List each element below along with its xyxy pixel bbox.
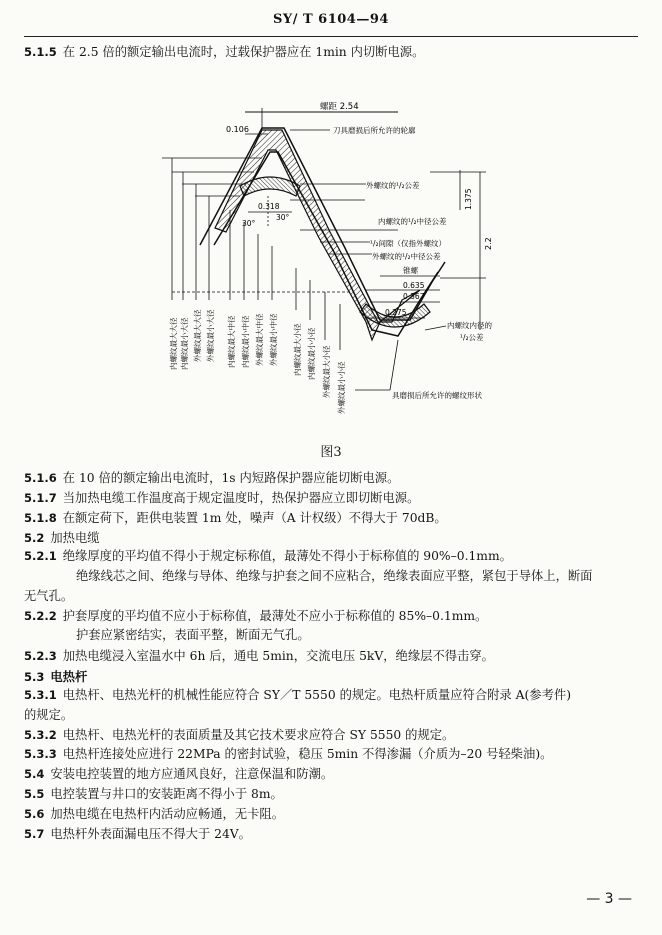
label-ext-half-tol: 外螺纹的¹/₂公差 xyxy=(366,181,420,190)
clause-5-5 xyxy=(24,786,639,803)
label-0318: 0.318 xyxy=(258,202,280,211)
vlabel-6: 外螺纹最大中径 xyxy=(255,313,264,366)
clause-5-1-7 xyxy=(24,490,639,507)
clause-number: 5.7 xyxy=(24,827,45,841)
vlabel-3: 外螺纹最小大径 xyxy=(206,309,215,362)
clause-5-1-8 xyxy=(24,510,639,527)
vlabel-1: 内螺纹最小大径 xyxy=(180,317,189,370)
label-0275: 0.275 xyxy=(385,308,407,317)
clause-5-4 xyxy=(24,766,639,783)
clause-5-3-1 xyxy=(24,687,639,704)
label-ext-pitch-half: 外螺纹的¹/₂中径公差 xyxy=(372,252,441,261)
clause-5-2-1-tail: 无气孔。 xyxy=(24,589,74,603)
clause-text: 电控装置与井口的安装距离不得小于 8m。 xyxy=(50,787,283,801)
clause-text: 绝缘厚度的平均值不得小于规定标称值，最薄处不得小于标称值的 90%–0.1mm。 xyxy=(62,549,512,563)
vlabel-2: 外螺纹最大大径 xyxy=(193,309,202,362)
clause-number: 5.3.3 xyxy=(24,747,57,761)
clause-number: 5.1.6 xyxy=(24,471,57,485)
clause-5-7 xyxy=(24,826,639,843)
clause-number: 5.2 xyxy=(24,531,45,545)
clause-number: 5.1.7 xyxy=(24,491,57,505)
clause-text: 在额定荷下，距供电装置 1m 处，噪声（A 计权级）不得大于 70dB。 xyxy=(62,511,447,525)
clause-number: 5.4 xyxy=(24,767,45,781)
clause-text: 加热电缆浸入室温水中 6h 后，通电 5min，交流电压 5kV，绝缘层不得击穿。 xyxy=(62,649,494,663)
section-5-2 xyxy=(24,530,639,547)
label-gap-half: ¹/₂间隙（仅指外螺纹） xyxy=(370,239,447,248)
clause-text: 当加热电缆工作温度高于规定温度时，热保护器应立即切断电源。 xyxy=(62,491,420,505)
clause-text: 在 2.5 倍的额定输出电流时，过载保护器应在 1min 内切断电源。 xyxy=(62,45,425,59)
label-22: 2.2 xyxy=(484,237,493,250)
clause-number: 5.1.5 xyxy=(24,45,57,59)
clause-text: 加热电缆 xyxy=(50,531,100,545)
clause-number: 5.3.1 xyxy=(24,688,57,702)
label-int-minor-half-2: ¹/₂公差 xyxy=(460,333,484,342)
clause-5-1-5 xyxy=(24,44,639,61)
clause-5-6 xyxy=(24,806,639,823)
clause-5-3-1-tail: 的规定。 xyxy=(24,708,74,722)
clause-number: 5.3.2 xyxy=(24,728,57,742)
label-angle-left: 30° xyxy=(242,219,256,228)
label-int-minor-half-1: 内螺纹内径的 xyxy=(447,321,492,330)
vlabel-5: 内螺纹最小中径 xyxy=(241,315,250,368)
figure-caption: 图3 xyxy=(320,445,342,460)
clause-5-2-3 xyxy=(24,648,639,665)
clause-number: 5.2.2 xyxy=(24,609,57,623)
clause-text: 在 10 倍的额定输出电流时，1s 内短路保护器应能切断电源。 xyxy=(62,471,400,485)
clause-text: 电热杆外表面漏电压不得大于 24V。 xyxy=(50,827,251,841)
clause-number: 5.1.8 xyxy=(24,511,57,525)
vlabel-8: 内螺纹最大小径 xyxy=(293,323,302,376)
label-wear-thread: 具磨损后所允许的螺纹形状 xyxy=(392,391,482,400)
label-angle-right: 30° xyxy=(276,213,290,222)
header-rule xyxy=(24,36,638,37)
label-pitch: 螺距 2.54 xyxy=(320,102,359,112)
clause-5-2-1-continued: 绝缘线芯之间、绝缘与导体、绝缘与护套之间不应粘合，绝缘表面应平整，紧包于导体上，断面 xyxy=(76,569,593,583)
vlabel-0: 内螺纹最大大径 xyxy=(169,317,178,370)
clause-5-3-3 xyxy=(24,746,639,763)
vlabel-4: 内螺纹最大中径 xyxy=(227,315,236,368)
vlabel-7: 外螺纹最小中径 xyxy=(269,313,278,366)
label-0367: 0.367 xyxy=(403,292,425,301)
clause-5-2-1 xyxy=(24,548,639,565)
vlabel-9: 内螺纹最小小径 xyxy=(307,327,316,380)
label-tool-wear: 刀具磨损后所允许的轮廓 xyxy=(333,126,416,135)
thread-profile-figure xyxy=(150,96,530,416)
clause-text: 电热杆连接处应进行 22MPa 的密封试验，稳压 5min 不得渗漏（介质为–20 号轻柴油)。 xyxy=(62,747,553,761)
clause-text: 电热杆、电热光杆的表面质量及其它技术要求应符合 SY 5550 的规定。 xyxy=(62,728,455,742)
clause-text: 加热电缆在电热杆内活动应畅通，无卡阻。 xyxy=(50,807,285,821)
clause-number: 5.2.1 xyxy=(24,549,57,563)
vlabel-10: 外螺纹最大小径 xyxy=(322,345,331,398)
clause-text: 护套厚度的平均值不应小于标称值，最薄处不应小于标称值的 85%–0.1mm。 xyxy=(62,609,488,623)
clause-5-2-2 xyxy=(24,608,639,625)
clause-5-1-6 xyxy=(24,470,639,487)
clause-number: 5.3 xyxy=(24,670,45,684)
clause-number: 5.6 xyxy=(24,807,45,821)
page-number: — 3 — xyxy=(586,891,632,907)
clause-text: 电热杆、电热光杆的机械性能应符合 SY／T 5550 的规定。电热杆质量应符合附录 A(参考件) xyxy=(62,688,571,702)
label-0635: 0.635 xyxy=(403,281,425,290)
vlabel-11: 外螺纹最小小径 xyxy=(337,361,346,414)
label-int-pitch-half: 内螺纹的¹/₂中径公差 xyxy=(378,217,447,226)
clause-5-2-2-continued: 护套应紧密结实，表面平整，断面无气孔。 xyxy=(76,628,310,642)
section-5-3 xyxy=(24,668,639,686)
label-0106: 0.106 xyxy=(226,125,249,134)
clause-text: 电热杆 xyxy=(50,669,88,684)
clause-number: 5.5 xyxy=(24,787,45,801)
clause-number: 5.2.3 xyxy=(24,649,57,663)
clause-5-3-2 xyxy=(24,727,639,744)
label-1375: 1.375 xyxy=(464,188,473,210)
label-taper: 锥螺 xyxy=(403,266,418,275)
clause-text: 安装电控装置的地方应通风良好，注意保温和防潮。 xyxy=(50,767,334,781)
header-standard-number: SY/ T 6104—94 xyxy=(273,12,389,27)
